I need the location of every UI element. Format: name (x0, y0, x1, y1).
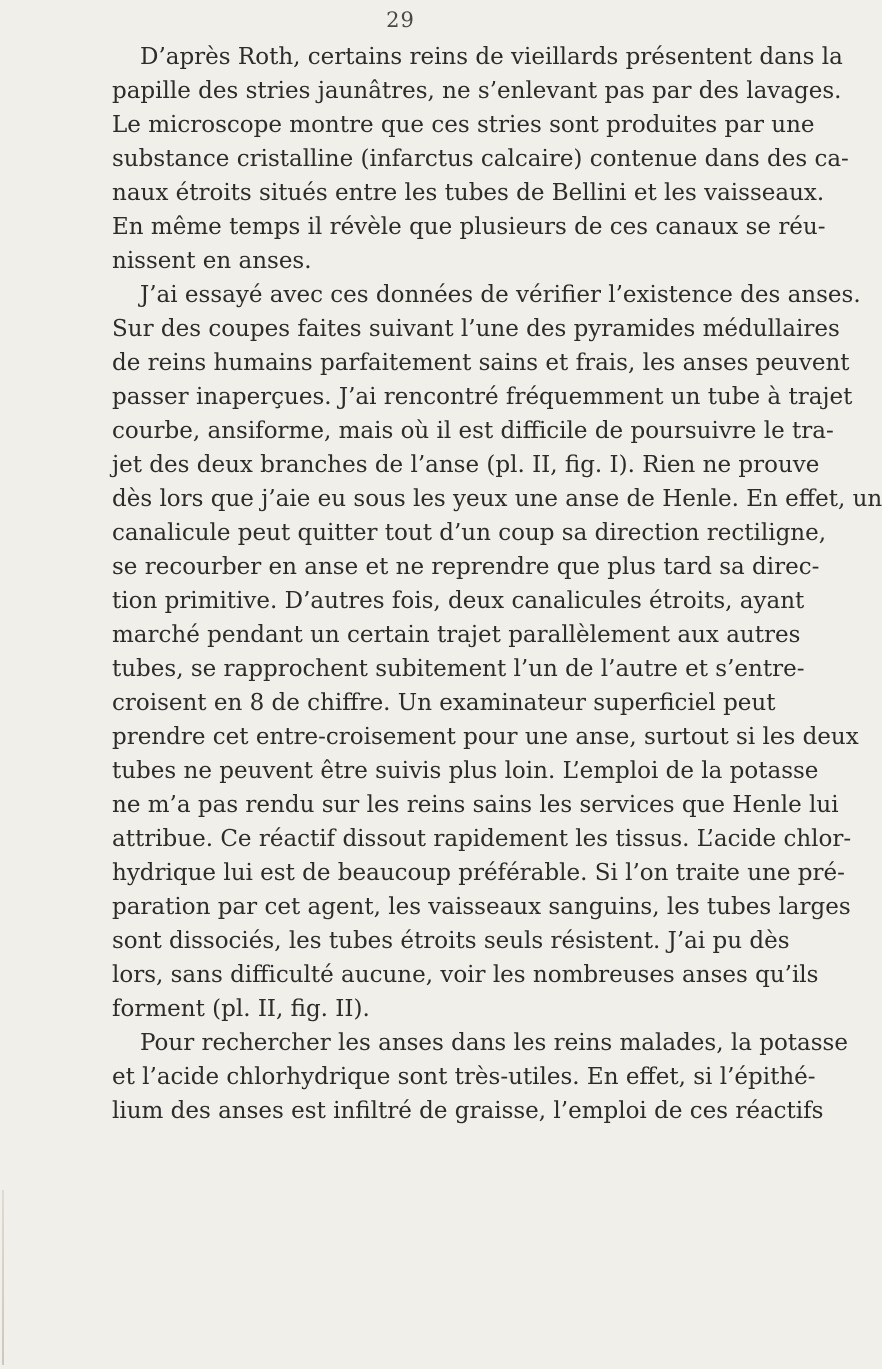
page-edge-shadow (2, 1190, 4, 1365)
text-line: croisent en 8 de chiffre. Un examinateur superficiel peut (112, 690, 776, 716)
text-line: Sur des coupes faites suivant l’une des pyramides médullaires (112, 316, 840, 342)
text-line: hydrique lui est de beaucoup préférable. Si l’on traite une pré- (112, 860, 845, 886)
text-line: naux étroits situés entre les tubes de Bellini et les vaisseaux. (112, 180, 825, 206)
paragraph-2 (112, 278, 882, 1026)
text-line: tubes, se rapprochent subitement l’un de l’autre et s’entre- (112, 656, 805, 682)
text-line: lors, sans difficulté aucune, voir les nombreuses anses qu’ils (112, 962, 819, 988)
text-line: sont dissociés, les tubes étroits seuls résistent. J’ai pu dès (112, 928, 790, 954)
text-line: substance cristalline (infarctus calcaire) contenue dans des ca- (112, 146, 849, 172)
text-line: prendre cet entre-croisement pour une anse, surtout si les deux (112, 724, 859, 750)
body-text (112, 40, 882, 1128)
text-line: attribue. Ce réactif dissout rapidement les tissus. L’acide chlor- (112, 826, 852, 852)
text-line: jet des deux branches de l’anse (pl. II, fig. I). Rien ne prouve (112, 452, 820, 478)
text-line: ne m’a pas rendu sur les reins sains les services que Henle lui (112, 792, 839, 818)
text-line: papille des stries jaunâtres, ne s’enlevant pas par des lavages. (112, 78, 842, 104)
text-line: passer inaperçues. J’ai rencontré fréquemment un tube à trajet (112, 384, 853, 410)
text-line: marché pendant un certain trajet parallèlement aux autres (112, 622, 801, 648)
text-line: de reins humains parfaitement sains et frais, les anses peuvent (112, 350, 850, 376)
paragraph-1 (112, 40, 849, 278)
text-line: tion primitive. D’autres fois, deux canalicules étroits, ayant (112, 588, 805, 614)
text-line: se recourber en anse et ne reprendre que plus tard sa direc- (112, 554, 820, 580)
text-line: Pour rechercher les anses dans les reins malades, la potasse (140, 1030, 848, 1056)
text-line: lium des anses est infiltré de graisse, l’emploi de ces réactifs (112, 1098, 824, 1124)
text-line: dès lors que j’aie eu sous les yeux une anse de Henle. En effet, un (112, 486, 882, 512)
text-line: courbe, ansiforme, mais où il est difficile de poursuivre le tra- (112, 418, 834, 444)
text-line: D’après Roth, certains reins de vieillards présentent dans la (140, 44, 843, 70)
text-line: Le microscope montre que ces stries sont produites par une (112, 112, 815, 138)
text-line: En même temps il révèle que plusieurs de ces canaux se réu- (112, 214, 826, 240)
paragraph-3 (112, 1026, 848, 1128)
text-line: tubes ne peuvent être suivis plus loin. L’emploi de la potasse (112, 758, 819, 784)
text-line: forment (pl. II, fig. II). (112, 996, 370, 1022)
text-line: nissent en anses. (112, 248, 312, 274)
text-line: et l’acide chlorhydrique sont très-utiles. En effet, si l’épithé- (112, 1064, 816, 1090)
text-line: J’ai essayé avec ces données de vérifier l’existence des anses. (140, 282, 861, 308)
text-line: paration par cet agent, les vaisseaux sanguins, les tubes larges (112, 894, 851, 920)
text-line: canalicule peut quitter tout d’un coup sa direction rectiligne, (112, 520, 827, 546)
page-number: 29 (386, 8, 415, 32)
